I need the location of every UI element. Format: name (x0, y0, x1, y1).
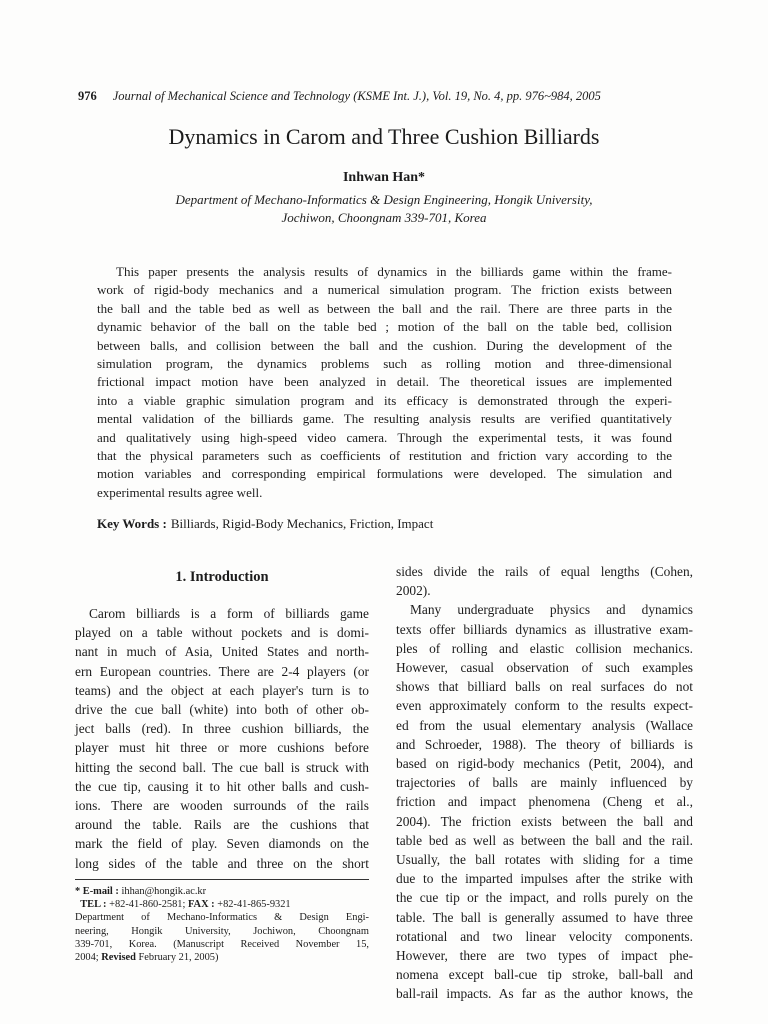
affiliation-line: Jochiwon, Choongnam 339-701, Korea (281, 210, 487, 225)
body-text-line: played on a table without pockets and is domi- (75, 625, 369, 641)
fax-label: FAX : (187, 899, 215, 911)
body-text-line: Carom billiards is a form of billiards game (89, 606, 369, 621)
body-text-line: mark the field of play. Seven diamonds on the (75, 836, 369, 852)
footnote-address-line: Department of Mechano-Informatics & Design Engi- (75, 912, 369, 924)
fax-number: +82-41-865-9321 (217, 899, 291, 911)
body-text-line: ern European countries. There are 2-4 players (or (75, 663, 369, 679)
email-label: * E-mail : (75, 886, 119, 897)
received-year: 2004; (75, 952, 99, 964)
body-text-line: However, there are two types of impact phe- (396, 948, 693, 964)
body-text-line: friction and impact phenomena (Cheng et al., (396, 794, 693, 810)
body-text-line: based on rigid-body mechanics (Petit, 2004), and (396, 756, 693, 772)
paper-title: Dynamics in Carom and Three Cushion Billiards (168, 124, 600, 149)
journal-citation: Journal of Mechanical Science and Technology (KSME Int. J.), Vol. 19, No. 4, pp. 976~984, 2005 (112, 89, 601, 103)
body-column-right (396, 562, 693, 1004)
abstract-line: dynamic behavior of the ball on the table bed ; motion of the ball on the table bed, collision (97, 319, 672, 335)
abstract-line: mental validation of the billiards game. The resulting analysis results are verified quantitatively (97, 411, 672, 427)
abstract-line: experimental results agree well. (97, 484, 263, 500)
body-text-line: the cue tip, causing it to hit other balls and cush- (75, 778, 369, 794)
keywords (97, 516, 433, 532)
body-text-line: trajectories of balls are mainly influenced by (396, 775, 693, 791)
body-text-line: hitting the second ball. The cue ball is struck with (75, 759, 369, 775)
body-text-line: Many undergraduate physics and dynamics (410, 602, 693, 618)
body-text-line: sides divide the rails of equal lengths (Cohen, (396, 564, 693, 579)
affiliation-line: Department of Mechano-Informatics & Design Engineering, Hongik University, (175, 192, 593, 207)
body-text-line: ed from the usual elementary analysis (Wallace (396, 717, 693, 733)
footnote-email-line (75, 885, 369, 898)
body-text-line: nomena except ball-cue tip stroke, ball-ball and (396, 967, 693, 983)
body-text-line: ples of rolling and elastic collision mechanics. (396, 640, 693, 656)
abstract-line: work of rigid-body mechanics and a numerical simulation program. The friction exists between (97, 282, 672, 298)
page-number: 976 (78, 89, 97, 103)
abstract-line: motion variables and corresponding empirical formulations were developed. The simulation and (97, 466, 672, 482)
author-affiliation (0, 191, 768, 227)
body-text-line: Usually, the ball rotates with sliding for a time (396, 852, 693, 868)
revised-date: February 21, 2005) (138, 952, 219, 964)
abstract-line: into a viable graphic simulation program and its efficacy is demonstrated through the experi- (97, 392, 672, 408)
body-text-line: nant in much of Asia, United States and north- (75, 644, 369, 660)
abstract-line: This paper presents the analysis results of dynamics in the billiards game within the frame- (116, 264, 672, 279)
abstract-line: frictional impact motion have been analyzed in detail. The theoretical issues are implemented (97, 374, 672, 390)
body-text-line: drive the cue ball (white) into both of other ob- (75, 702, 369, 718)
footnote-rule (75, 879, 369, 880)
body-text-line: However, casual observation of such examples (396, 660, 693, 676)
author-name: Inhwan Han* (342, 170, 426, 185)
keywords-label: Key Words : (97, 516, 167, 531)
body-text-line: the cue tip or the impact, and rolls purely on the (396, 890, 693, 906)
running-header (78, 89, 601, 104)
body-text-line: around the table. Rails are the cushions that (75, 817, 369, 833)
tel-number: +82-41-860-2581; (109, 899, 186, 911)
body-text-line: player must hit three or more cushions before (75, 740, 369, 756)
body-text-line: ject balls (red). In three cushion billiards, the (75, 721, 369, 737)
body-column-left (75, 604, 369, 873)
footnote-address-line: neering, Hongik University, Jochiwon, Choongnam (75, 925, 369, 937)
footnote (75, 885, 369, 964)
body-text-line: due to the imparted impulses after the strike with (396, 871, 693, 887)
body-text-line: ball-rail impacts. As far as the author knows, the (396, 986, 693, 1002)
footnote-phone-line (75, 898, 369, 911)
body-text-line: table bed as well as between the ball and the rail. (396, 832, 693, 848)
abstract-line: that the physical parameters such as coefficients of restitution and friction vary according to the (97, 448, 672, 464)
email-address: ihhan@hongik.ac.kr (121, 886, 207, 897)
body-text-line: table. The ball is generally assumed to have three (396, 909, 693, 925)
body-text-line: texts offer billiards dynamics as illustrative exam- (396, 621, 693, 637)
body-text-line: shows that billiard balls on real surfaces do not (396, 679, 693, 695)
revised-label: Revised (101, 952, 136, 964)
body-text-line: and Schroeder, 1988). The theory of billiards is (396, 736, 693, 752)
abstract-line: and qualitatively using high-speed video camera. Through the experimental tests, it was found (97, 429, 672, 445)
abstract-line: simulation program, the dynamics problems such as rolling motion and three-dimensional (97, 356, 672, 372)
body-text-line: even approximately conform to the results expect- (396, 698, 693, 714)
tel-label: TEL : (80, 899, 107, 911)
abstract-line: the ball and the table bed as well as between the ball and the rail. There are three parts in the (97, 300, 672, 316)
section-heading-introduction: 1. Introduction (175, 569, 269, 585)
keywords-text: Billiards, Rigid-Body Mechanics, Friction, Impact (170, 516, 434, 531)
body-text-line: ions. There are wooden surrounds of the rails (75, 798, 369, 814)
body-text-line: 2004). The friction exists between the ball and (396, 813, 693, 829)
footnote-address-line: 339-701, Korea. (Manuscript Received November 15, (75, 938, 369, 950)
body-text-line: rotational and two linear velocity components. (396, 928, 693, 944)
abstract-line: between balls, and collision between the ball and the cushion. During the development of the (97, 337, 672, 353)
body-text-line: teams) and the object at each player's turn is to (75, 682, 369, 698)
body-text-line: long sides of the table and three on the short (75, 855, 369, 871)
footnote-revised-line (75, 951, 369, 964)
abstract (97, 263, 672, 502)
body-text-line: 2002). (396, 583, 431, 599)
